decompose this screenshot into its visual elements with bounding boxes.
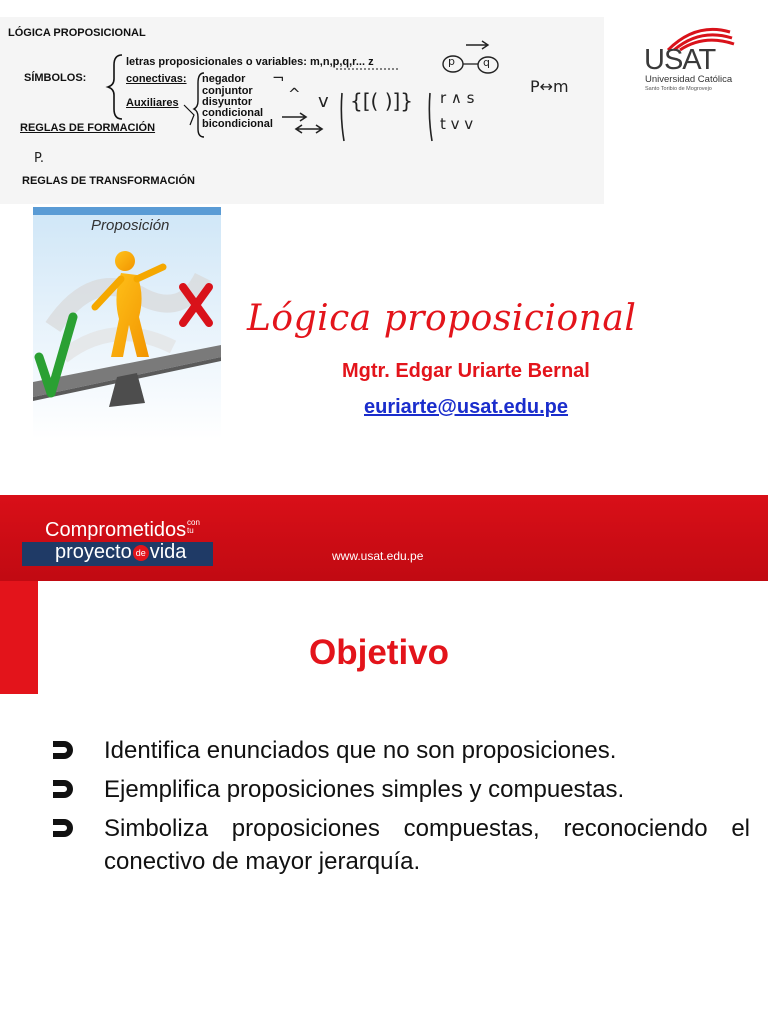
illustration-label: Proposición bbox=[91, 217, 170, 234]
notes-symbols-label: SÍMBOLOS: bbox=[24, 72, 87, 84]
notes-connective-3: condicional bbox=[202, 107, 264, 119]
slide-title bbox=[0, 0, 768, 495]
notes-transformation-rules: REGLAS DE TRANSFORMACIÓN bbox=[22, 175, 195, 187]
logo-tagline: Santo Toribio de Mogrovejo bbox=[645, 86, 712, 92]
slogan-de-badge: de bbox=[133, 545, 149, 561]
objective-item bbox=[50, 773, 750, 806]
notes-connectives-label: conectivas: bbox=[126, 73, 187, 85]
footer-url: www.usat.edu.pe bbox=[332, 549, 424, 563]
author-email-link[interactable]: euriarte@usat.edu.pe bbox=[364, 396, 569, 418]
usat-logo bbox=[638, 20, 738, 100]
slogan-small-text bbox=[187, 519, 200, 535]
arrow-bullet-icon bbox=[50, 738, 76, 762]
author-name: Mgtr. Edgar Uriarte Bernal bbox=[342, 360, 590, 382]
objective-item-text: Ejemplifica proposiciones simples y compuestas. bbox=[104, 776, 625, 803]
notes-hw-p-dot: P. bbox=[34, 151, 44, 166]
notes-hw-row1: r ∧ s bbox=[440, 89, 475, 107]
objective-item bbox=[50, 734, 750, 767]
notes-image bbox=[0, 17, 604, 204]
notes-hw-p-arrow-m: P↔m bbox=[530, 77, 569, 96]
notes-formation-rules: REGLAS DE FORMACIÓN bbox=[20, 122, 156, 134]
arrow-bullet-icon bbox=[50, 777, 76, 801]
slogan-vida: vida bbox=[149, 541, 187, 563]
objective-list bbox=[50, 734, 750, 884]
notes-hw-neg: ¬ bbox=[272, 69, 285, 87]
notes-hw-or: v bbox=[318, 91, 329, 112]
objective-item-text: Simboliza proposiciones compuestas, reconociendo el conectivo de mayor jerarquía. bbox=[104, 815, 750, 875]
notes-connective-0: negador bbox=[202, 73, 246, 85]
logo-wordmark: USAT bbox=[644, 44, 716, 76]
objective-title: Objetivo bbox=[309, 633, 450, 672]
objective-item bbox=[50, 812, 750, 878]
notes-connective-1: conjuntor bbox=[202, 85, 253, 97]
slogan-proyecto: proyecto bbox=[55, 541, 132, 563]
slogan-small-tu: tu bbox=[187, 526, 194, 535]
slogan-line1: Comprometidos bbox=[45, 519, 187, 541]
illustration-drawing bbox=[33, 207, 221, 439]
notes-hw-and: ^ bbox=[288, 85, 301, 103]
arrow-bullet-icon bbox=[50, 816, 76, 840]
objective-item-text: Identifica enunciados que no son proposiciones. bbox=[104, 737, 617, 764]
notes-hw-p: p bbox=[448, 55, 455, 68]
notes-hw-brackets: {[( )]} bbox=[350, 89, 414, 113]
notes-hw-q: q bbox=[483, 56, 490, 69]
notes-auxiliaries-label: Auxiliares bbox=[126, 97, 179, 109]
slide-title-text: Lógica proposicional bbox=[247, 298, 637, 339]
notes-letters-line: letras proposicionales o variables: m,n,p,q,r... z bbox=[126, 56, 374, 68]
proposition-illustration bbox=[33, 207, 221, 439]
notes-heading: LÓGICA PROPOSICIONAL bbox=[8, 27, 146, 39]
logo-subtitle: Universidad Católica bbox=[645, 74, 733, 85]
slogan-line2 bbox=[55, 541, 186, 564]
slogan-small-con: con bbox=[187, 518, 200, 527]
notes-connective-2: disyuntor bbox=[202, 96, 253, 108]
notes-hw-row2: t v v bbox=[440, 115, 474, 133]
notes-connective-4: bicondicional bbox=[202, 118, 273, 130]
slide2-accent-bar bbox=[0, 581, 38, 694]
